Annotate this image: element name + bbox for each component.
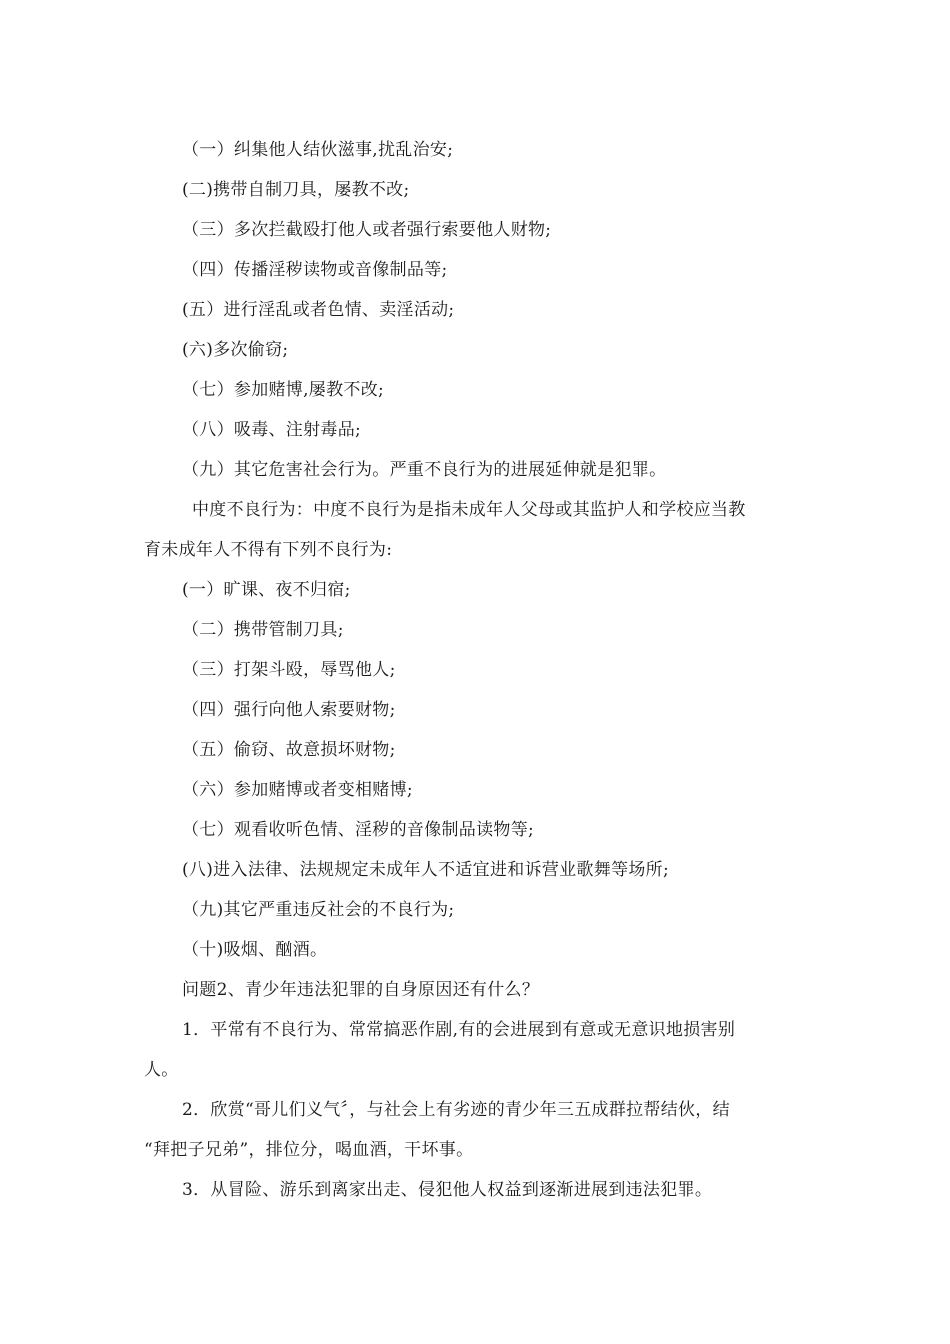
- moderate-item-10: （十)吸烟、酗酒。: [182, 940, 328, 960]
- question-heading: 问题2、青少年违法犯罪的自身原因还有什么？: [182, 980, 540, 1000]
- severe-item-3: （三）多次拦截殴打他人或者强行索要他人财物;: [182, 220, 552, 240]
- moderate-item-7: （七）观看收听色情、淫秽的音像制品读物等;: [182, 820, 535, 840]
- moderate-item-3: （三）打架斗殴，辱骂他人;: [182, 660, 396, 680]
- severe-item-1: （一）纠集他人结伙滋事,扰乱治安;: [182, 140, 454, 160]
- answer-1-line-2: 人。: [144, 1060, 179, 1080]
- answer-2-line-1: 2．欣赏“哥儿们义气〞，与社会上有劣迹的青少年三五成群拉帮结伙，结: [182, 1100, 730, 1120]
- severe-item-6: (六)多次偷窃;: [182, 340, 289, 360]
- answer-3-line-1: 3．从冒险、游乐到离家出走、侵犯他人权益到逐渐进展到违法犯罪。: [182, 1180, 713, 1200]
- moderate-item-4: （四）强行向他人索要财物;: [182, 700, 396, 720]
- moderate-item-8: (八)进入法律、法规规定未成年人不适宜进和诉营业歌舞等场所;: [182, 860, 669, 880]
- severe-item-2: (二)携带自制刀具，屡教不改;: [182, 180, 410, 200]
- severe-item-5: (五）进行淫乱或者色情、卖淫活动;: [182, 300, 455, 320]
- moderate-item-5: （五）偷窃、故意损坏财物;: [182, 740, 396, 760]
- moderate-intro-line-1: 中度不良行为：中度不良行为是指未成年人父母或其监护人和学校应当教: [192, 500, 746, 520]
- moderate-item-2: （二）携带管制刀具;: [182, 620, 344, 640]
- moderate-item-1: (一）旷课、夜不归宿;: [182, 580, 351, 600]
- severe-item-8: （八）吸毒、注射毒品;: [182, 420, 362, 440]
- answer-2-line-2: “拜把子兄弟”，排位分，喝血酒，干坏事。: [144, 1140, 474, 1160]
- severe-item-4: （四）传播淫秽读物或音像制品等;: [182, 260, 448, 280]
- moderate-item-6: （六）参加赌博或者变相赌博;: [182, 780, 413, 800]
- severe-item-7: （七）参加赌博,屡教不改;: [182, 380, 385, 400]
- severe-item-9: （九）其它危害社会行为。严重不良行为的进展延伸就是犯罪。: [182, 460, 667, 480]
- moderate-item-9: （九)其它严重违反社会的不良行为;: [182, 900, 455, 920]
- answer-1-line-1: 1．平常有不良行为、常常搞恶作剧,有的会进展到有意或无意识地损害别: [182, 1020, 736, 1040]
- moderate-intro-line-2: 育未成年人不得有下列不良行为:: [144, 540, 393, 560]
